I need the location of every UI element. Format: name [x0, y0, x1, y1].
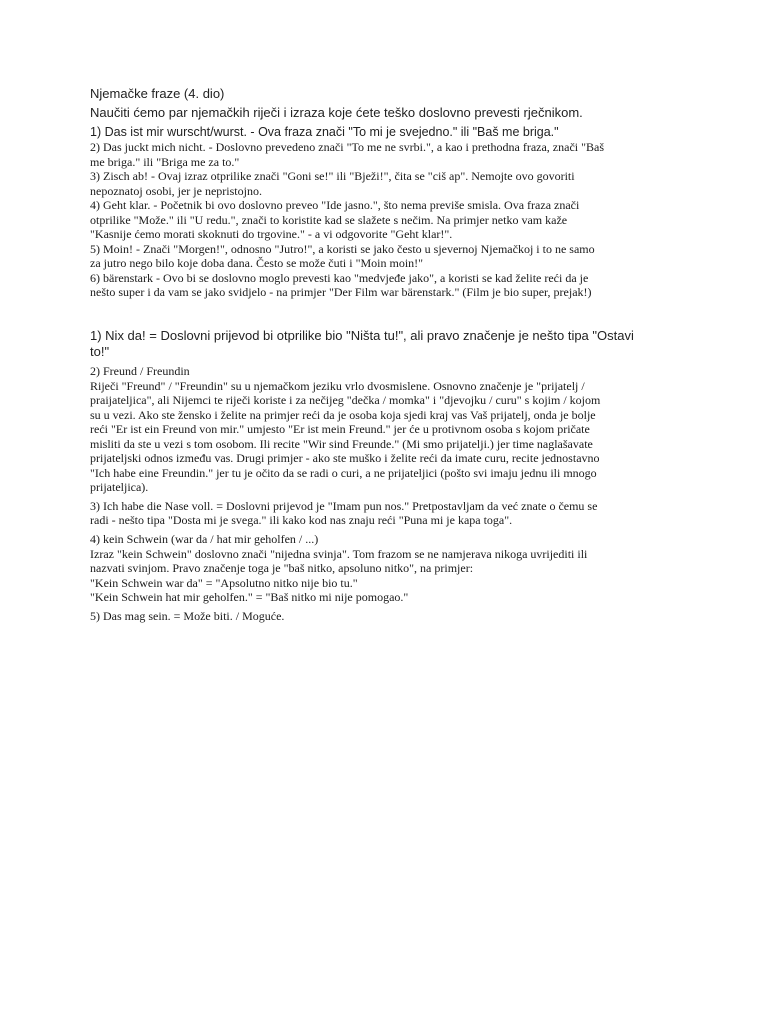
- text-line: "Kein Schwein hat mir geholfen." = "Baš nitko mi nije pomogao.": [90, 590, 409, 604]
- text-line: otprilike "Može." ili "U redu.", znači to koristite kad se slažete s nečim. Na primjer netko vam kaže: [90, 212, 568, 227]
- text-line: to!": [90, 343, 110, 359]
- phrase-item-2: [90, 140, 680, 169]
- phrase-item-6: [90, 271, 680, 300]
- text-line: nepoznatoj osobi, jer je nepristojno.: [90, 183, 262, 198]
- text-line: 5) Moin! - Znači "Morgen!", odnosno "Jutro!", a koristi se jako često u sjevernoj Njemačkoj i to ne samo: [90, 241, 595, 256]
- text-line: 1) Nix da! = Doslovni prijevod bi otprilike bio "Ništa tu!", ali pravo značenje je nešto tipa "Ostavi: [90, 327, 634, 343]
- document-page: [90, 86, 680, 627]
- text-line: misliti da ste u vezi s tom osobom. Ili recite "Wir sind Freunde." (Mi smo prijatelji.) jer time naglašavate: [90, 436, 593, 451]
- phrase-freund: [90, 364, 680, 495]
- text-line: 4) Geht klar. - Početnik bi ovo doslovno preveo "Ide jasno.", što nema previše smisla. Ova fraza znači: [90, 198, 580, 212]
- text-line: praijateljica", ali Nijemci te riječi koriste i za nečijeg "dečka / momka" i "djevojku / curu" s kojim / kojom: [90, 393, 601, 407]
- text-line: prijateljski odnos između vas. Drugi primjer - ako ste muško i želite reći da imate curu, recite jednostavno: [90, 451, 600, 465]
- text-line: 5) Das mag sein. = Može biti. / Moguće.: [90, 608, 285, 623]
- text-line: Izraz "kein Schwein" doslovno znači "nijedna svinja". Tom frazom se ne namjerava nikoga uvrijediti ili: [90, 546, 588, 561]
- text-line: "Ich habe eine Freundin." jer tu je očito da se radi o curi, a ne prijateljici (pošto svi imaju jednu ili mnogo: [90, 465, 597, 480]
- phrase-nase-voll: [90, 499, 680, 528]
- text-line: Riječi "Freund" / "Freundin" su u njemačkom jeziku vrlo dvosmislene. Osnovno značenje je "prijatelj /: [90, 378, 585, 393]
- text-line: nešto super i da vam se jako svidjelo - na primjer "Der Film war bärenstark." (Film je bio super, prejak!): [90, 285, 592, 299]
- document-intro: Naučiti ćemo par njemačkih riječi i izraza koje ćete teško doslovno prevesti rječnikom.: [90, 105, 583, 120]
- phrase-heading: 2) Freund / Freundin: [90, 363, 190, 378]
- text-line: 3) Ich habe die Nase voll. = Doslovni prijevod je "Imam pun nos." Pretpostavljam da već znate o čemu se: [90, 498, 598, 513]
- phrase-nix-da: [90, 328, 680, 360]
- phrase-item-5: [90, 242, 680, 271]
- section-spacer: [90, 300, 680, 328]
- text-line: prijateljica).: [90, 480, 149, 494]
- text-line: "Kein Schwein war da" = "Apsolutno nitko nije bio tu.": [90, 575, 358, 590]
- text-line: nazvati svinjom. Pravo značenje toga je "baš nitko, apsoluno nitko", na primjer:: [90, 561, 474, 575]
- text-line: 2) Das juckt mich nicht. - Doslovno prevedeno znači "To me ne svrbi.", a kao i prethodna fraza, znači "Baš: [90, 140, 605, 154]
- phrase-item-1: 1) Das ist mir wurscht/wurst. - Ova fraza znači "To mi je svejedno." ili "Baš me briga.": [90, 125, 559, 139]
- text-line: za jutro nego bilo koje doba dana. Često se može čuti i "Moin moin!": [90, 256, 424, 270]
- phrase-kein-schwein: [90, 532, 680, 605]
- phrase-das-mag-sein: [90, 609, 680, 624]
- text-line: 6) bärenstark - Ovo bi se doslovno moglo prevesti kao "medvjeđe jako", a koristi se kad želite reći da je: [90, 270, 589, 285]
- text-line: reći "Er ist ein Freund von mir." umjesto "Er ist mein Freund." jer će u protivnom osoba s kojom pričate: [90, 422, 590, 436]
- text-line: 3) Zisch ab! - Ovaj izraz otprilike znači "Goni se!" ili "Bježi!", čita se "ciš ap". Nemojte ovo govoriti: [90, 169, 575, 183]
- phrase-item-4: [90, 198, 680, 242]
- document-title: Njemačke fraze (4. dio): [90, 86, 225, 101]
- phrases-part-1: [90, 125, 680, 300]
- text-line: su u vezi. Ako ste žensko i želite na primjer reći da je osoba koja sjedi kraj vas Vaš prijatelj, onda je bolje: [90, 407, 596, 422]
- phrase-heading: 4) kein Schwein (war da / hat mir geholfen / ...): [90, 531, 319, 546]
- text-line: me briga." ili "Briga me za to.": [90, 154, 240, 169]
- text-line: radi - nešto tipa "Dosta mi je svega." ili kako kod nas znaju reći "Puna mi je kapa toga".: [90, 513, 513, 527]
- phrase-item-3: [90, 169, 680, 198]
- text-line: "Kasnije ćemo morati skoknuti do trgovine." - a vi odgovorite "Geht klar!".: [90, 227, 453, 241]
